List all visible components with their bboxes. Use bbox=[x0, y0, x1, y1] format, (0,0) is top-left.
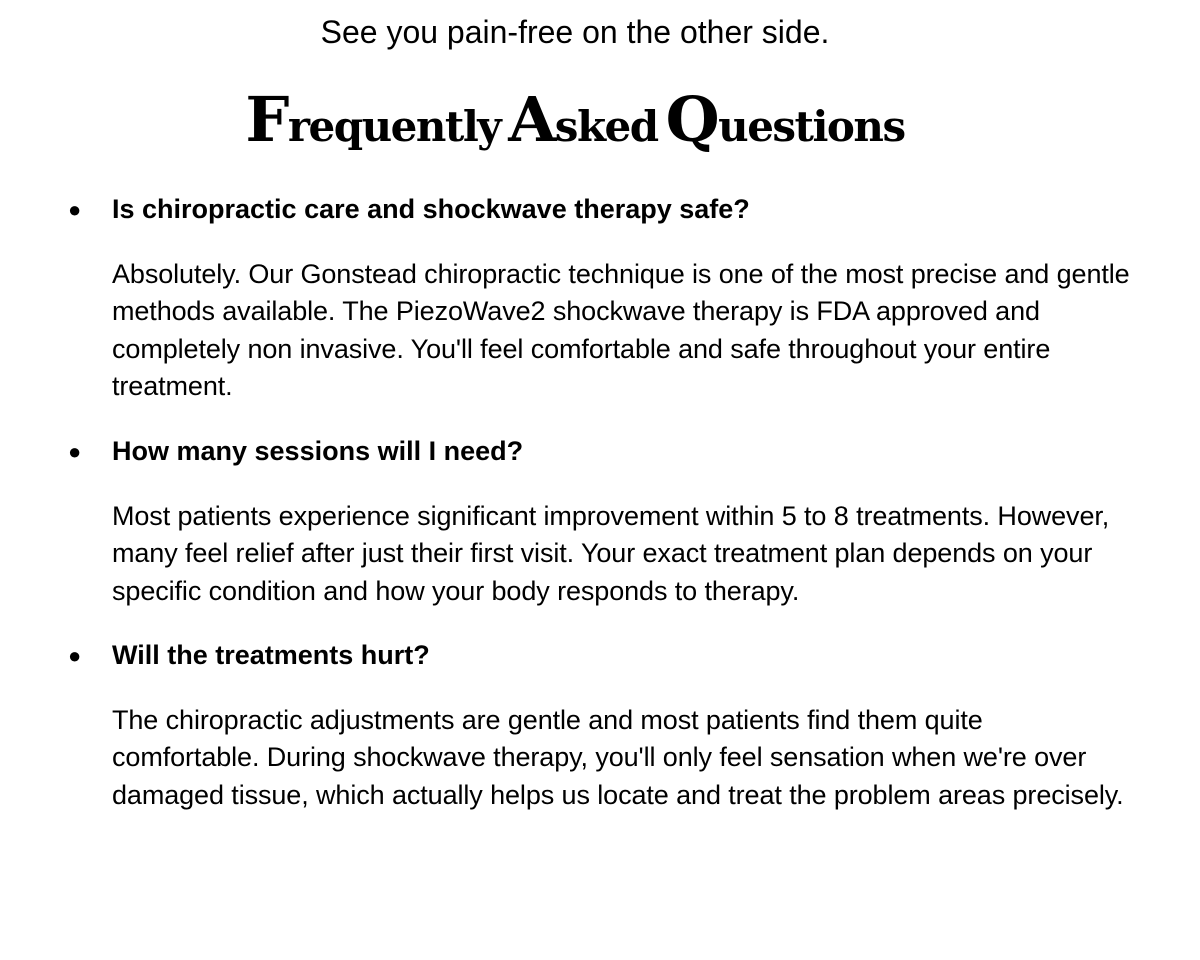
faq-heading-word-asked: sked bbox=[554, 102, 658, 151]
faq-heading-cap-a: A bbox=[508, 83, 555, 156]
bullet-icon: ● bbox=[68, 439, 82, 464]
faq-question: How many sessions will I need? bbox=[112, 436, 524, 466]
faq-heading-word-frequently: requently bbox=[287, 102, 501, 151]
bullet-icon: ● bbox=[68, 643, 82, 668]
tagline: See you pain-free on the other side. bbox=[320, 14, 830, 50]
faq-answer: Absolutely. Our Gonstead chiropractic technique is one of the most precise and gentle methods available. The PiezoWave2 shockwave therapy is FDA approved and completely non invasive. You'll feel comfortable and safe throughout your entire treatment. bbox=[112, 259, 1130, 401]
faq-answer: The chiropractic adjustments are gentle and most patients find them quite comfortable. During shockwave therapy, you'll only feel sensation when we're over damaged tissue, which actually helps us locate and treat the problem areas precisely. bbox=[112, 705, 1124, 810]
faq-question: Will the treatments hurt? bbox=[112, 640, 430, 670]
faq-heading-cap-f: F bbox=[245, 83, 288, 156]
faq-answer: Most patients experience significant improvement within 5 to 8 treatments. However, many feel relief after just their first visit. Your exact treatment plan depends on your specific condition and how your body responds to therapy. bbox=[112, 501, 1110, 606]
bullet-icon: ● bbox=[68, 197, 82, 222]
faq-question: Is chiropractic care and shockwave therapy safe? bbox=[112, 194, 750, 224]
faq-heading-cap-q: Q bbox=[665, 83, 719, 156]
faq-heading-word-questions: uestions bbox=[718, 102, 905, 151]
